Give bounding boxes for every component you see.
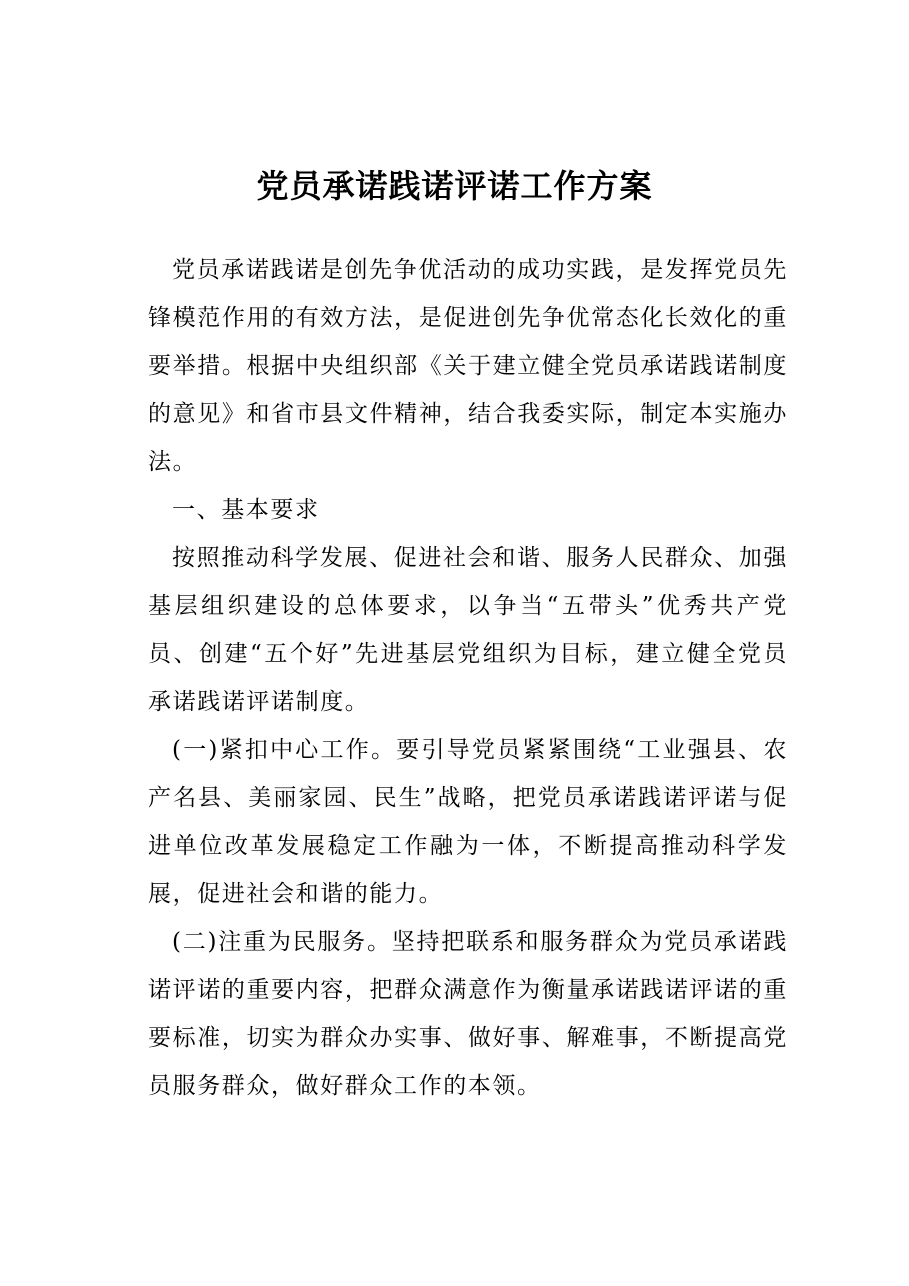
paragraph-intro: 党员承诺践诺是创先争优活动的成功实践，是发挥党员先锋模范作用的有效方法，是促进创先争优常态化长效化的重要举措。根据中央组织部《关于建立健全党员承诺践诺制度的意见》和省市县文件精神，结合我委实际，制定本实施办法。 [148, 257, 788, 475]
section-heading-basic-requirements: 一、基本要求 [172, 497, 320, 523]
paragraph-item-1: (一)紧扣中心工作。要引导党员紧紧围绕“工业强县、农产名县、美丽家园、民生”战略，把党员承诺践诺评诺与促进单位改革发展稳定工作融为一体，不断提高推动科学发展，促进社会和谐的能力。 [148, 737, 788, 907]
document-body [148, 246, 788, 1110]
paragraph-requirements: 按照推动科学发展、促进社会和谐、服务人民群众、加强基层组织建设的总体要求，以争当“五带头”优秀共产党员、创建“五个好”先进基层党组织为目标，建立健全党员承诺践诺评诺制度。 [148, 545, 788, 715]
paragraph-item-2: (二)注重为民服务。坚持把联系和服务群众为党员承诺践诺评诺的重要内容，把群众满意作为衡量承诺践诺评诺的重要标准，切实为群众办实事、做好事、解难事，不断提高党员服务群众，做好群众工作的本领。 [148, 929, 788, 1099]
document-title: 党员承诺践诺评诺工作方案 [256, 167, 653, 205]
